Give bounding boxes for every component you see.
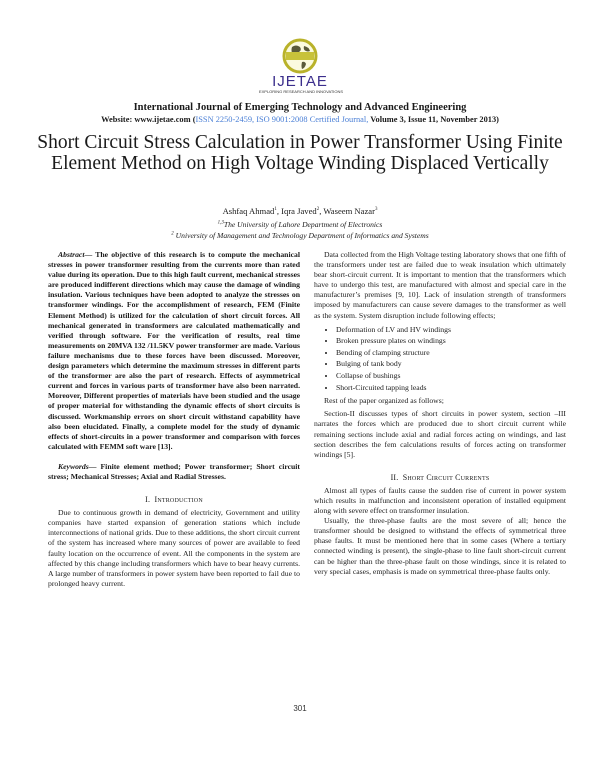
affiliation-sup: 1,3 [217, 220, 224, 226]
author-sup: 1 [274, 207, 277, 213]
abstract-label: Abstract [58, 250, 85, 259]
section-title: Short Circuit Currents [402, 472, 490, 482]
paragraph: Data collected from the High Voltage testing laboratory shows that one fifth of the transformers under test are failed due to weak insulation which ultimately bear short-circuit current. It is important to mention that the transformers which have to undergo this test, are manufactured with almost and special care in the manufacturer’s premises [9, 10]. Lack of insulation strength of transformers imposed by manufacturers can cause severe damages to the transformer as well as the system. System disruption include following effects; [314, 250, 566, 320]
paragraph: Section-II discusses types of short circuits in power system, section –III narrates the forces which are produced due to short circuit current while remaining sections include axial and radial forces acting on windings, and last section describes the fem calculations results of forces acting on transformer windings [5]. [314, 409, 566, 459]
author-separator: , [276, 206, 282, 216]
section-title: Introduction [154, 495, 203, 505]
list-item: • Short-Circuited tapping leads [336, 382, 566, 394]
abstract [48, 250, 300, 452]
list-item: • Collapse of bushings [336, 370, 566, 382]
author-name: Iqra Javed [281, 206, 317, 216]
issn-link[interactable]: ISSN 2250-2459, ISO 9001:2008 Certified Journal, [195, 115, 369, 124]
paragraph: Rest of the paper organized as follows; [324, 396, 444, 406]
globe-icon [280, 36, 320, 76]
paper-title: Short Circuit Stress Calculation in Power Transformer Using Finite Element Method on High Voltage Winding Displaced Vertically [37, 132, 563, 174]
paragraph: Usually, the three-phase faults are the most severe of all; hence the transformer should be designed to withstand the effects of symmetrical three phase faults. It must be mentioned here that in some cases (Where a tertiary connected winding is present), the single-phase to line fault short-circuit current can be higher than the three-phase fault on those windings, since it is related to very special cases, emphasis is made on symmetrical three-phase faults only. [314, 516, 566, 576]
section-number: I. [145, 495, 151, 505]
keywords-text: — Finite element method; Power transformer; Short circuit stress; Mechanical Stresses; Axial and Radial Stresses. [48, 461, 300, 481]
logo-tagline: EXPLORING RESEARCH AND INNOVATIONS [258, 89, 344, 94]
section-heading-introduction [48, 495, 300, 505]
journal-logo [255, 36, 345, 92]
affiliation [0, 220, 600, 229]
affiliation-text: The University of Lahore Department of Electronics [223, 220, 383, 229]
intro-paragraph: Due to continuous growth in demand of electricity, Government and utility companies have started expansion of generation stations which include interconnections of national grids. Due to these additions, the short circuit current of the system has increased where many sources of power are available to feed faulty location on the occurrence of event. All the components in the system are affected by this change including transformers which have to bear heavy currents. A large number of transformers in power system have been reported to fail due to prolonged heavy current. [48, 508, 300, 588]
page-number: 301 [293, 704, 307, 713]
list-item: • Deformation of LV and HV windings [336, 324, 566, 336]
author-sup: 3 [374, 207, 378, 213]
author-name: Ashfaq Ahmad [222, 206, 275, 216]
keywords [48, 462, 300, 482]
author-name: Waseem Nazar [323, 206, 375, 216]
left-column [48, 250, 300, 589]
section-heading-short-circuit-currents [314, 473, 566, 483]
volume-issue: Volume 3, Issue 11, November 2013) [368, 115, 499, 124]
right-column [314, 250, 566, 577]
effects-list [314, 324, 566, 394]
journal-website-line [0, 115, 600, 125]
abstract-text: — The objective of this research is to compute the mechanical stresses in power transformer resulting from the currents more than rated value during its operation. Due to this high fault current, mechanical stresses are produced indifferent directions which may cause the damage of winding insulation. Various techniques have been adopted to analyze the stresses on transformer windings. For the accomplishment of research, FEM (Finite Element Method) is utilized for the calculation of short circuit forces. All mechanical generated in transformers are calculated mathematically and verified through software. For the verification of results, real time measurements on 20MVA 132 /11.5KV power transformer are made. Various failure mechanisms due to these forces have been discussed. Moreover, design parameters which determine the maximum stresses in different parts of the transformer are also the part of research. Effects of asymmetrical current and forces in various parts of transformer have also been narrated. Moreover, Different properties of materials have been studied and the usage of proper material for withstanding the dynamic effects of short circuits is discussed. Workmanship errors on short circuit withstand capability have also been elucidated. Finally, a complete model for the study of dynamic effects of short-circuits in a power transformer and comparison with forces calculated with FEMM soft ware [13]. [48, 250, 300, 451]
list-item: • Broken pressure plates on windings [336, 335, 566, 347]
section-number: II. [390, 472, 399, 482]
author-sup: 2 [316, 207, 320, 213]
affiliation-text: University of Management and Technology Department of Informatics and Systems [173, 231, 429, 240]
keywords-label: Keywords [58, 461, 89, 471]
affiliation [0, 231, 600, 240]
paragraph: Almost all types of faults cause the sudden rise of current in power system which results in malfunction and inconsistent operation of installed equipment along with severe effect on transformer insulation. [314, 485, 566, 516]
list-item: • Bending of clamping structure [336, 347, 566, 359]
list-item: • Bulging of tank body [336, 358, 566, 370]
logo-text: IJETAE [272, 73, 328, 90]
author-list [0, 206, 600, 216]
author-separator: , [319, 206, 324, 216]
journal-name: International Journal of Emerging Technology and Advanced Engineering [133, 102, 467, 113]
website-prefix: Website: www.ijetae.com ( [101, 115, 196, 124]
affiliation-sup: 2 [171, 231, 174, 237]
